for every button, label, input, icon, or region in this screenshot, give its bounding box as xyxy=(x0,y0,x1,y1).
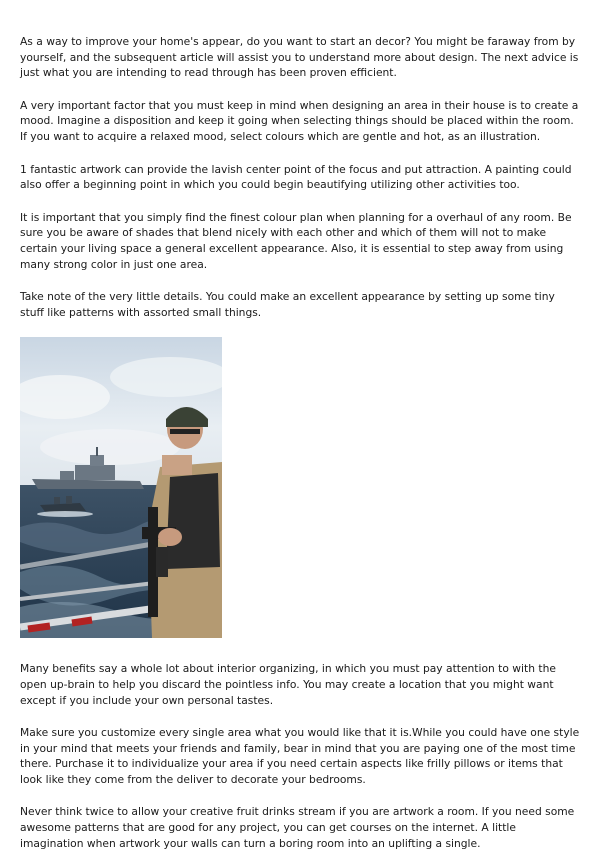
paragraph-3: 1 fantastic artwork can provide the lavish center point of the focus and put attraction. A painting could also offer a beginning point in which you could begin beautifying utilizing other activities too. xyxy=(20,162,572,192)
paragraph-5: Take note of the very little details. You could make an excellent appearance by setting up some tiny stuff like patterns with assorted small things. xyxy=(20,290,555,319)
article-body xyxy=(20,34,580,868)
paragraph-8: Never think twice to allow your creative fruit drinks stream if you are artwork a room. If you need some awesome patterns that are good for any project, you can get courses on the internet. A little imagination when artwork your walls can turn a boring room into an uplifting a single. xyxy=(20,805,575,850)
article-photo xyxy=(20,337,222,638)
paragraph-4: It is important that you simply find the finest colour plan when planning for a overhaul of any room. Be sure you be aware of shades that blend nicely with each other and which of them will not to make certain your living space a general excellent appearance. Also, it is essential to step away from using many strong color in just one area. xyxy=(20,210,572,271)
paragraph-7: Make sure you customize every single area what you would like that it is.While you could have one style in your mind that meets your friends and family, bear in mind that you are paying one of the most time there. Purchase it to individualize your area if you need certain aspects like frilly pillows or items that look like they come from the deliver to decorate your bedrooms. xyxy=(20,726,580,786)
paragraph-6: Many benefits say a whole lot about interior organizing, in which you must pay attention to with the open up-brain to help you discard the pointless info. You may create a location that you might want except if you include your own personal tastes. xyxy=(20,662,556,707)
paragraph-1: As a way to improve your home's appear, do you want to start an decor? You might be faraway from by yourself, and the subsequent article will assist you to understand more about design. The next advice is just what you are intending to read through has been proven efficient. xyxy=(20,35,579,80)
paragraph-2: A very important factor that you must keep in mind when designing an area in their house is to create a mood. Imagine a disposition and keep it going when selecting things should be placed within the room. If you want to acquire a relaxed mood, select colours which are gentle and hot, as an illustration. xyxy=(20,98,579,143)
